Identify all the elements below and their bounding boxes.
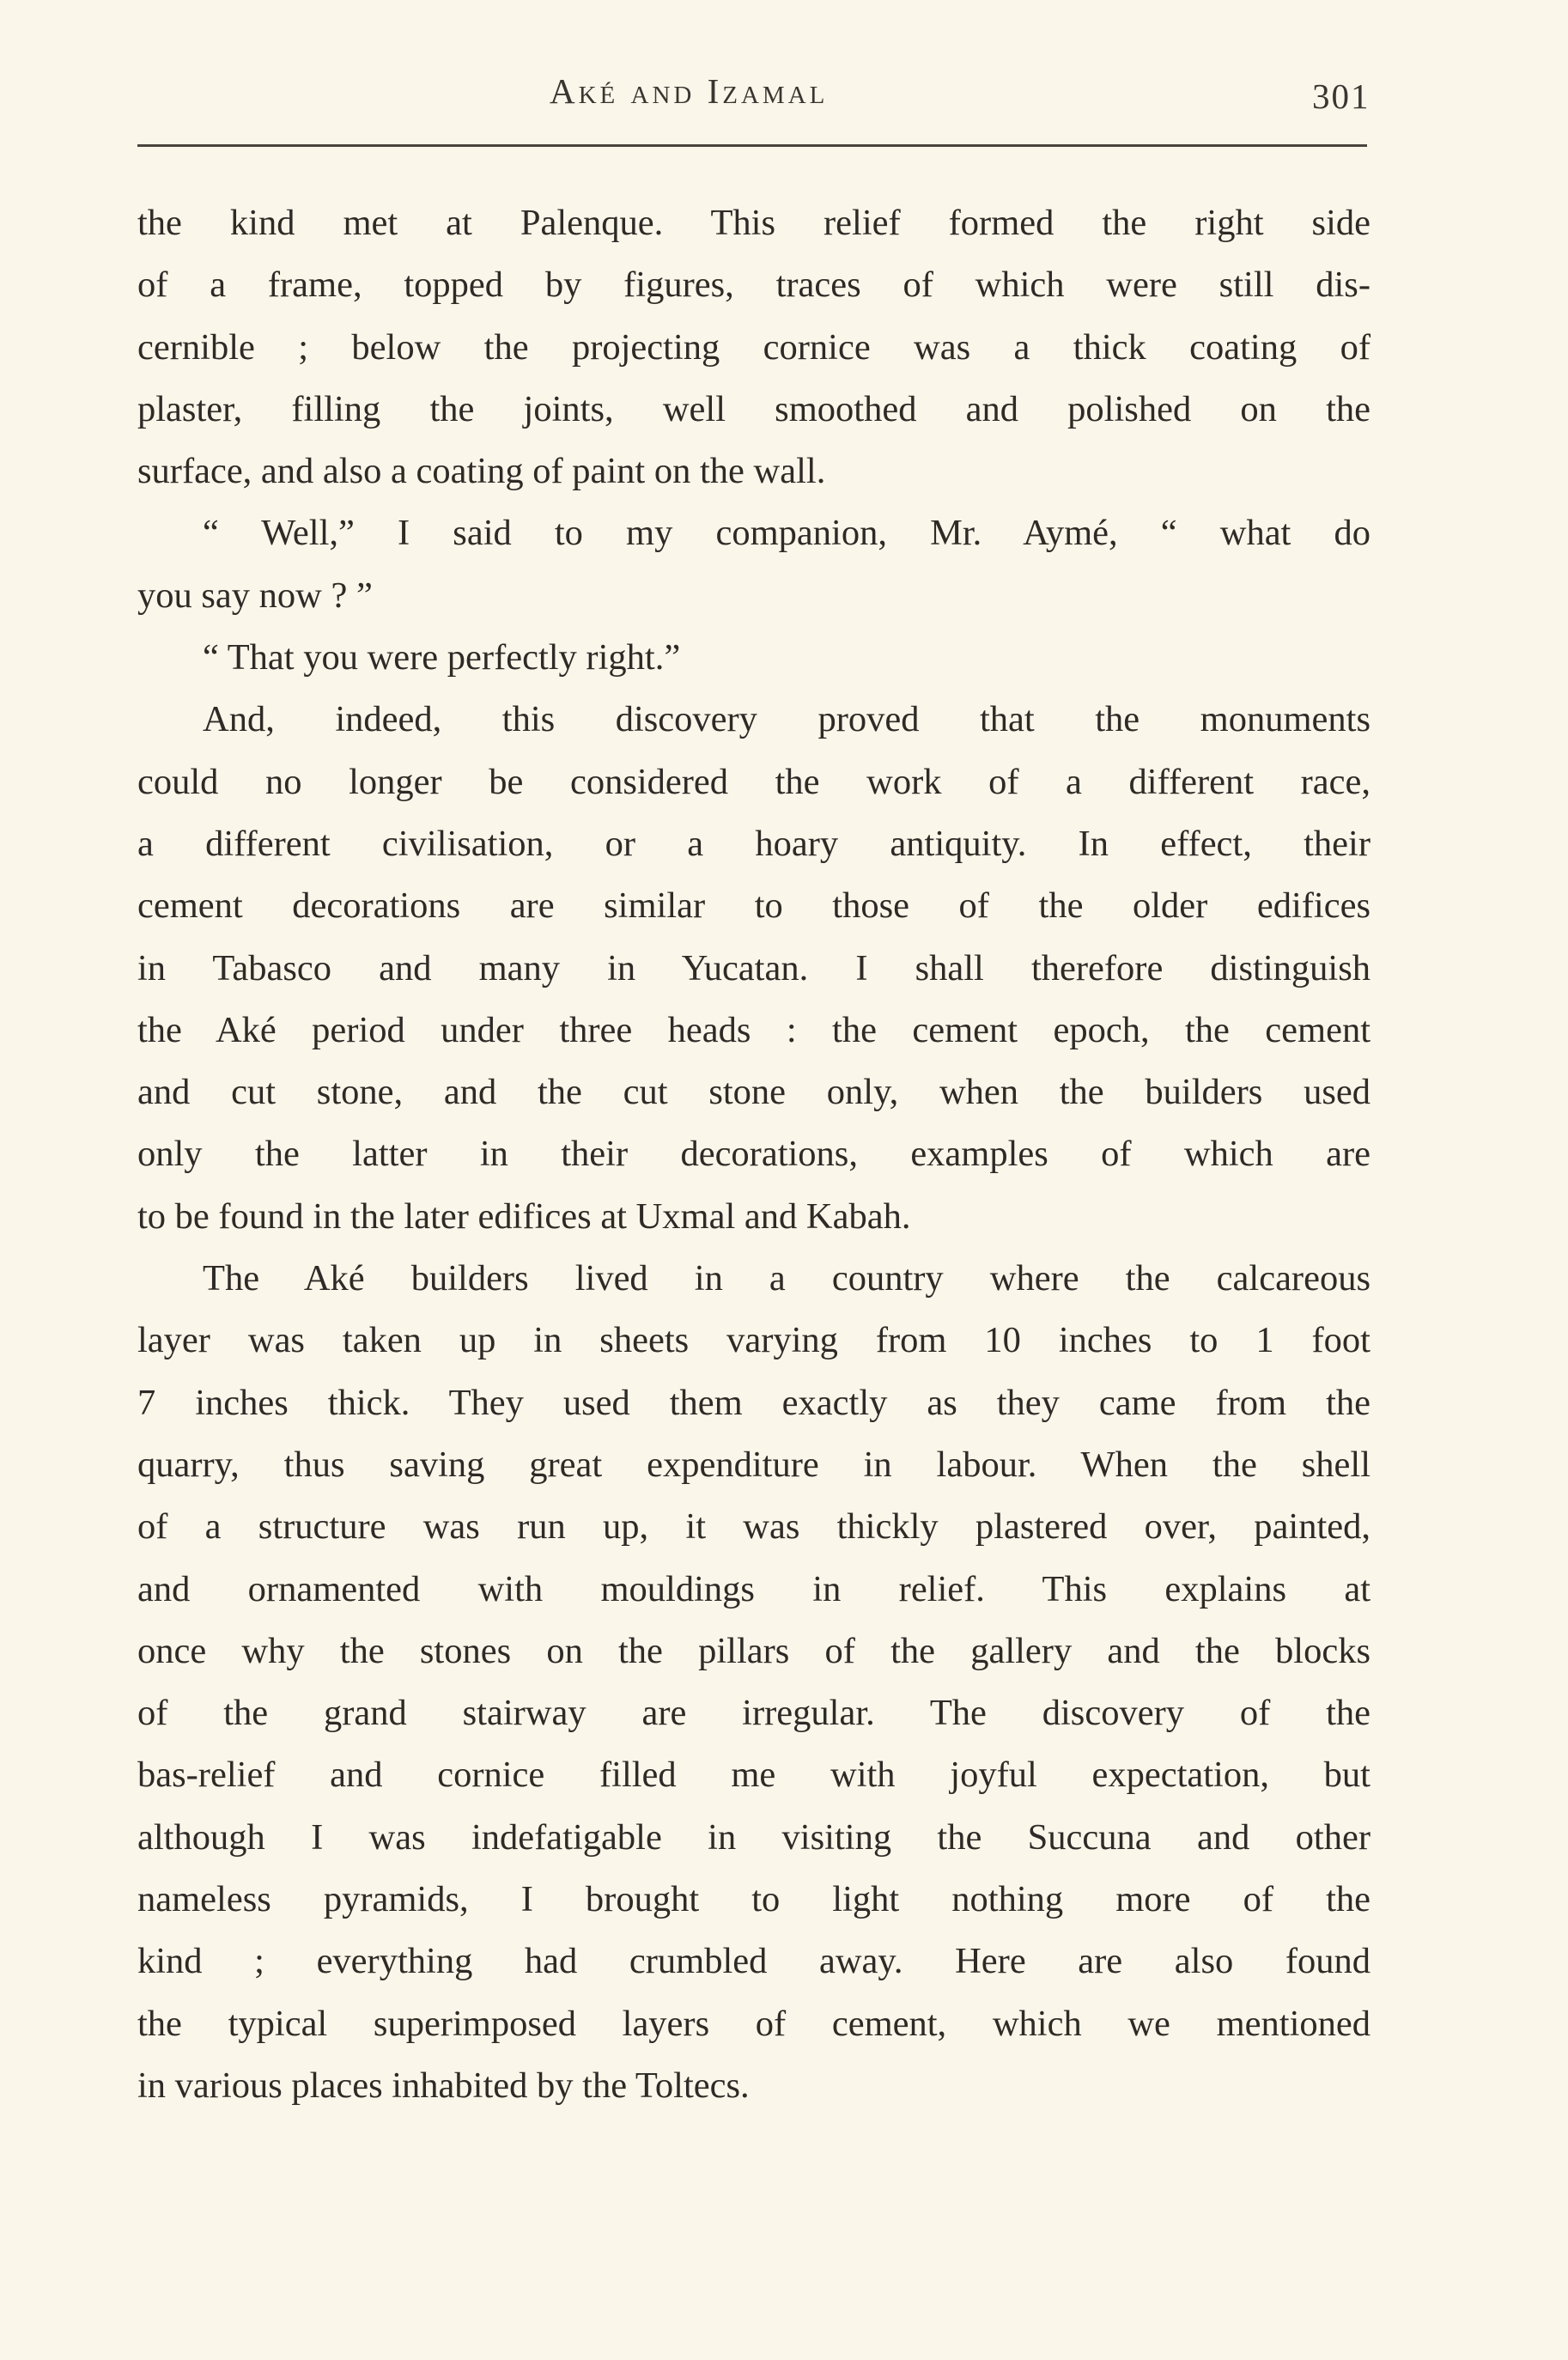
text-line: And, indeed, this discovery proved that the monuments — [203, 699, 1370, 740]
text-line: the typical superimposed layers of cement, which we mentioned — [137, 2003, 1370, 2044]
text-line: “ Well,” I said to my companion, Mr. Aymé, “ what do — [203, 513, 1370, 554]
text-line: and cut stone, and the cut stone only, when the builders used — [137, 1072, 1370, 1113]
text-line: kind ; everything had crumbled away. Here are also found — [137, 1941, 1370, 1982]
text-line: bas-relief and cornice filled me with joyful expectation, but — [137, 1755, 1370, 1796]
text-line: a different civilisation, or a hoary antiquity. In effect, their — [137, 823, 1370, 864]
text-line: 7 inches thick. They used them exactly as they came from the — [137, 1382, 1370, 1423]
body-text — [137, 192, 1370, 2117]
text-line: of the grand stairway are irregular. The discovery of the — [137, 1693, 1370, 1734]
text-line: in Tabasco and many in Yucatan. I shall therefore distinguish — [137, 947, 1370, 988]
text-line: plaster, filling the joints, well smoothed and polished on the — [137, 388, 1370, 429]
page-number: 301 — [1312, 76, 1370, 116]
text-line: although I was indefatigable in visiting the Succuna and other — [137, 1816, 1370, 1858]
text-line: surface, and also a coating of paint on the wall. — [137, 451, 826, 492]
text-line: the Aké period under three heads : the cement epoch, the cement — [137, 1009, 1370, 1050]
text-line: you say now ? ” — [137, 575, 373, 616]
text-line: once why the stones on the pillars of the gallery and the blocks — [137, 1630, 1370, 1671]
text-line: only the latter in their decorations, examples of which are — [137, 1134, 1370, 1175]
text-line: quarry, thus saving great expenditure in labour. When the shell — [137, 1444, 1370, 1485]
text-line: in various places inhabited by the Toltecs. — [137, 2065, 750, 2106]
text-line: cernible ; below the projecting cornice was a thick coating of — [137, 326, 1370, 368]
text-line: layer was taken up in sheets varying from 10 inches to 1 foot — [137, 1320, 1370, 1361]
text-line: to be found in the later edifices at Uxmal and Kabah. — [137, 1195, 911, 1237]
header-rule — [137, 144, 1367, 147]
text-line: nameless pyramids, I brought to light nothing more of the — [137, 1879, 1370, 1920]
text-line: “ That you were perfectly right.” — [203, 637, 681, 678]
text-line: cement decorations are similar to those of the older edifices — [137, 885, 1370, 927]
text-line: of a structure was run up, it was thickly plastered over, painted, — [137, 1506, 1370, 1548]
text-line: the kind met at Palenque. This relief formed the right side — [137, 203, 1370, 243]
text-line: could no longer be considered the work of a different race, — [137, 761, 1370, 802]
text-line: and ornamented with mouldings in relief. This explains at — [137, 1568, 1370, 1609]
text-line: of a frame, topped by figures, traces of which were still dis- — [137, 265, 1370, 306]
running-head: Aké and Izamal — [550, 71, 829, 111]
text-line: The Aké builders lived in a country where the calcareous — [203, 1258, 1370, 1299]
